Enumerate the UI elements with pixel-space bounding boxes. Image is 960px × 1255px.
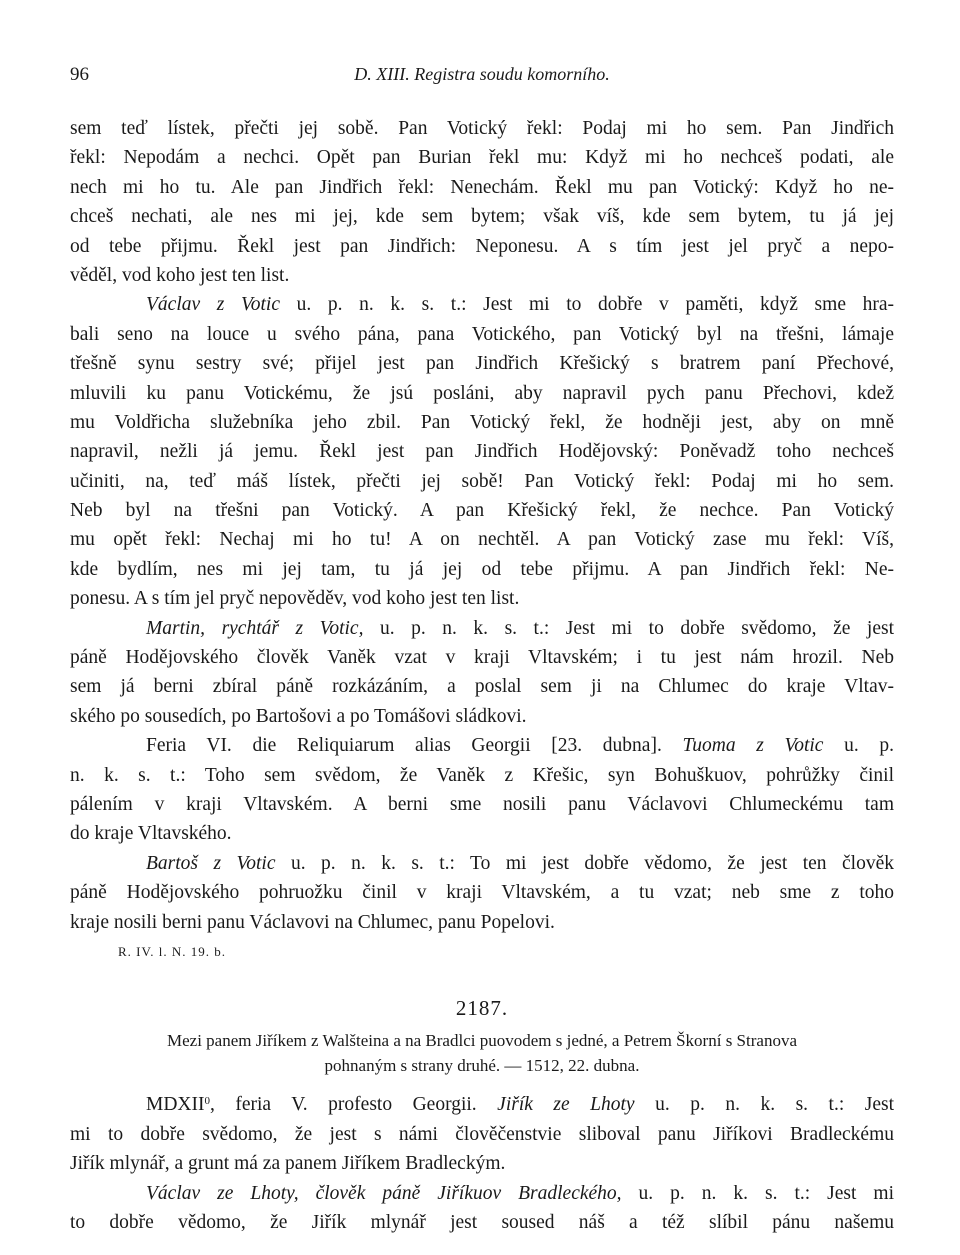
text-line: mu Voldřicha služebníka jeho zbil. Pan Votický řekl, že hodněji jest, aby on mně <box>70 411 894 433</box>
witness-name: Martin, rychtář z Votic, <box>146 617 364 639</box>
text-line: chceš nechati, ale nes mi jej, kde sem bytem; však víš, kde sem bytem, tu já jej <box>70 206 894 228</box>
page-header <box>70 64 894 94</box>
page-body <box>70 114 894 1237</box>
text-line: ponesu. A s tím jel pryč nepověděv, vod koho jest ten list. <box>70 588 520 610</box>
testimony-line: Václav ze Lhoty, člověk páně Jiříkuov Bradleckého, u. p. n. k. s. t.: Jest mi <box>146 1182 894 1204</box>
witness-name: Jiřík ze Lhoty <box>497 1094 635 1116</box>
text-line: nech mi ho tu. Ale pan Jindřich řekl: Nenechám. Řekl mu pan Votický: Když ho ne- <box>70 176 894 198</box>
witness-name: Václav ze Lhoty, člověk páně Jiříkuov Bradleckého, <box>146 1182 622 1204</box>
testimony-line: Bartoš z Votic u. p. n. k. s. t.: To mi jest dobře vědomo, že jest ten člověk <box>146 852 894 874</box>
text-line: mluvili ku panu Votickému, že jsú posláni, aby napravil pych panu Přechovi, kdež <box>70 382 894 404</box>
testimony-line: MDXII$^0$, feria V. profesto Georgii. Jiřík ze Lhoty u. p. n. k. s. t.: Jest <box>146 1094 894 1116</box>
entry-number: 2187. <box>455 996 509 1021</box>
text-line: mu opět řekl: Nechaj mi ho tu! A on nechtěl. A pan Votický zase mu řekl: Víš, <box>70 529 894 551</box>
witness-name: Tuoma z Votic <box>682 735 824 757</box>
witness-name: Bartoš z Votic <box>146 852 276 874</box>
text-line: mi to dobře svědomo, že jest s námi člověčenstvie sliboval panu Jiříkovi Bradleckému <box>70 1123 894 1145</box>
text-line: Neb byl na třešni pan Votický. A pan Křešický řekl, že nechce. Pan Votický <box>70 500 894 522</box>
text-line: od tebe přijmu. Řekl jest pan Jindřich: Neponesu. A s tím jest jel pryč a nepo- <box>70 235 894 257</box>
text-line: sem teď lístek, přečti jej sobě. Pan Votický řekl: Podaj mi ho sem. Pan Jindřich <box>70 118 894 139</box>
text-line: pálením v kraji Vltavském. A berni sme nosili panu Václavovi Chlumeckému tam <box>70 793 894 815</box>
source-reference: R. IV. l. N. 19. b. <box>118 943 226 959</box>
testimony-line: Václav z Votic u. p. n. k. s. t.: Jest mi to dobře v paměti, když sme hra- <box>146 294 894 316</box>
text-line: řekl: Nepodám a nechci. Opět pan Burian řekl mu: Když mi ho nechceš podati, ale <box>70 147 894 169</box>
text-line: napravil, nežli já jemu. Řekl jest pan Jindřich Hodějovský: Poněvadž toho nechceš <box>70 441 894 463</box>
text-line: učiniti, na, teď máš lístek, přečti jej sobě! Pan Votický řekl: Podaj mi ho sem. <box>70 470 894 492</box>
text-line: Jiřík mlynář, a grunt má za panem Jiříkem Bradleckým. <box>70 1153 506 1175</box>
text-line: ského po sousedích, po Bartošovi a po Tomášovi sládkovi. <box>70 705 527 727</box>
text-line: sem já berni zbíral páně rozkázáním, a poslal sem ji na Chlumec do kraje Vltav- <box>70 676 894 698</box>
entry-summary: Mezi panem Jiříkem z Walšteina a na Bradlci puovodem s jedné, a Petrem Škorní s Stranova <box>167 1031 797 1051</box>
text-line: kraje nosili berni panu Václavovi na Chlumec, panu Popelovi. <box>70 911 555 933</box>
testimony-line: Martin, rychtář z Votic, u. p. n. k. s. t.: Jest mi to dobře svědomo, že jest <box>146 617 894 639</box>
text-line: páně Hodějovského člověk Vaněk vzat v kraji Vltavském; i tu jest nám hrozil. Neb <box>70 647 894 669</box>
text-line: n. k. s. t.: Toho sem svědom, že Vaněk z Křešic, syn Bohuškuov, pohrůžky činil <box>70 764 894 786</box>
text-line: bali seno na louce u svého pána, pana Votického, pan Votický byl na třešni, lámaje <box>70 323 894 345</box>
testimony-line: Feria VI. die Reliquiarum alias Georgii [23. dubna]. Tuoma z Votic u. p. <box>146 735 895 757</box>
page-number: 96 <box>70 64 89 85</box>
text-line: třešně synu sestry své; přijel jest pan Jindřich Křešický s bratrem paní Přechové, <box>70 353 894 375</box>
entry-summary: pohnaným s strany druhé. — 1512, 22. dubna. <box>324 1056 640 1076</box>
running-title: D. XIII. Registra soudu komorního. <box>354 64 610 84</box>
text-line: kde bydlím, nes mi jej tam, tu já jej od tebe přijmu. A pan Jindřich řekl: Ne- <box>70 558 894 580</box>
text-line: do kraje Vltavského. <box>70 823 232 845</box>
witness-name: Václav z Votic <box>146 294 280 316</box>
text-line: to dobře vědomo, že Jiřík mlynář jest soused náš a též slíbil pánu našemu <box>70 1211 894 1233</box>
text-line: věděl, vod koho jest ten list. <box>70 264 290 286</box>
text-line: páně Hodějovského pohruožku činil v kraji Vltavském, a tu vzat; neb sme z toho <box>70 882 894 904</box>
